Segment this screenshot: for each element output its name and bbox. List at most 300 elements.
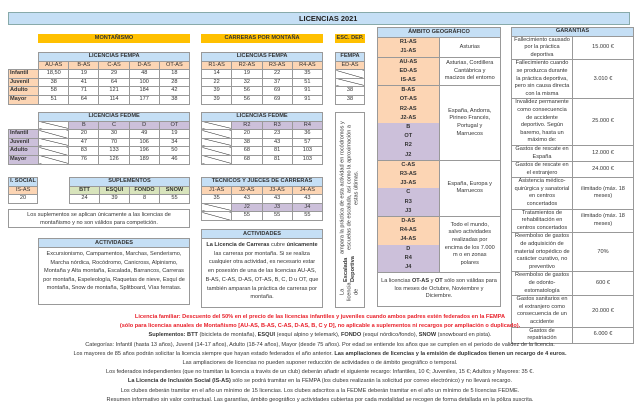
row-label: Mayor bbox=[9, 95, 39, 104]
table-cell: 81 bbox=[262, 155, 292, 164]
footer-line bbox=[0, 359, 640, 368]
table-cell: 64 bbox=[99, 78, 129, 87]
license-code: B-AS bbox=[378, 86, 440, 96]
table-cell: 20 bbox=[232, 130, 262, 139]
guarantee-value: 600 € bbox=[573, 272, 634, 296]
table-cell: 189 bbox=[129, 155, 159, 164]
diagonal-cell bbox=[202, 203, 232, 212]
guarantee-concept: Gastos de rescate en España bbox=[512, 145, 573, 161]
table-row bbox=[378, 57, 501, 67]
table-cell: 24 bbox=[70, 195, 100, 204]
column-header: C bbox=[99, 121, 129, 130]
table-cell: 121 bbox=[99, 87, 129, 96]
text-segment: (bicicleta de montaña), bbox=[197, 332, 258, 339]
text-segment: Suplementos: bbox=[148, 332, 186, 339]
column-header: ESQUI bbox=[100, 186, 130, 195]
blank-cell bbox=[9, 113, 39, 122]
table-row bbox=[378, 38, 501, 48]
table-cell: 83 bbox=[69, 147, 99, 156]
column-header: R4-AS bbox=[292, 61, 322, 70]
table-row bbox=[202, 138, 323, 147]
table-cell: 114 bbox=[99, 95, 129, 104]
table-cell: 19 bbox=[232, 70, 262, 79]
diagonal-cell bbox=[202, 130, 232, 139]
garantias-table bbox=[511, 27, 634, 344]
guarantee-value: 12.000 € bbox=[573, 145, 634, 161]
row-label: Juvenil bbox=[9, 78, 39, 87]
license-code: J2 bbox=[378, 151, 440, 161]
text-segment: Categorías: Infantil (hasta 13 años), Juvenil (14-17 años), Adulto (18-74 años), Mayor (desde 75 años). Por edad se entiende los años que se cumplen en el periodo de validez de la licencia. bbox=[85, 341, 555, 348]
table-cell: 39 bbox=[202, 87, 232, 96]
table-cell: 55 bbox=[160, 195, 190, 204]
table-cell: 39 bbox=[100, 195, 130, 204]
diagonal-cell bbox=[202, 138, 232, 147]
table-cell: 126 bbox=[99, 155, 129, 164]
ambito-description: Asturias, Cordillera Cantábrica y macizos del entorno bbox=[439, 57, 501, 86]
guarantee-concept: Tratamientos de rehabilitación en centros concertados bbox=[512, 209, 573, 233]
column-header: R4 bbox=[292, 121, 322, 130]
footer-line bbox=[0, 396, 640, 405]
diagonal-cell bbox=[39, 121, 69, 130]
table-row bbox=[202, 155, 323, 164]
column-header: R2-AS bbox=[232, 61, 262, 70]
column-header: J2 bbox=[232, 203, 262, 212]
montanismo-fedme-table bbox=[8, 112, 190, 165]
table-title: LICENCIAS FEDME bbox=[202, 113, 323, 122]
section-montanismo: MONTAÑISMO bbox=[38, 34, 190, 43]
table-row bbox=[378, 28, 501, 38]
guarantee-concept: Gastos de repatriación bbox=[512, 327, 573, 343]
license-code: R1-AS bbox=[378, 38, 440, 48]
table-title: LICENCIAS FEDME bbox=[39, 113, 190, 122]
table-row bbox=[70, 178, 190, 187]
table-row bbox=[9, 178, 38, 187]
table-cell: 42 bbox=[159, 87, 189, 96]
table-cell: 8 bbox=[130, 195, 160, 204]
table-row bbox=[202, 53, 323, 62]
ambito-description: España, Europa y Marruecos bbox=[439, 160, 501, 216]
text-segment: Los federados independientes (que no tramitan la licencia a través de un club) deberán añadir el siguiente recargo: Infantiles, 10 €; Juveniles, 15 €; Adultos y Mayores: 35 €. bbox=[106, 369, 534, 376]
table-row bbox=[9, 87, 190, 96]
column-header: C-AS bbox=[99, 61, 129, 70]
table-row bbox=[378, 86, 501, 96]
table-row bbox=[512, 28, 634, 37]
table-row bbox=[336, 53, 365, 62]
actividades-text: Excursionismo, Campamentos, Marchas, Senderismo, Marcha nórdica, Rocódromo, Canicross, Alpinismo, Montaña y Alta montaña, Escalada, Barrancos, Carreras por montaña, Espeleología, Raquetas de nieve, Esquí de montaña, Snow de montaña, Splitboard, Vías ferratas. bbox=[43, 251, 185, 292]
column-header: OT-AS bbox=[159, 61, 189, 70]
table-row bbox=[512, 209, 634, 233]
table-cell: 46 bbox=[159, 155, 189, 164]
license-code: R3 bbox=[378, 198, 440, 207]
diagonal-cell bbox=[202, 121, 232, 130]
inclusion-social-table bbox=[8, 177, 38, 204]
carreras-actividades-title: ACTIVIDADES bbox=[202, 230, 322, 239]
table-cell: 22 bbox=[262, 70, 292, 79]
ambito-description: Asturias bbox=[439, 38, 501, 57]
text-segment: OT-AS bbox=[411, 278, 430, 284]
table-title: TÉCNICOS Y JUECES DE CARRERAS bbox=[202, 178, 323, 187]
table-cell: 34 bbox=[159, 138, 189, 147]
text-segment: OT bbox=[434, 278, 443, 284]
footer-line bbox=[0, 341, 640, 350]
guarantee-concept: Fallecimiento cuando se produzca durante la práctica deportiva, pero sin causa directa con la misma bbox=[512, 60, 573, 99]
license-code: IS-AS bbox=[378, 76, 440, 86]
license-code: R4 bbox=[378, 254, 440, 263]
table-cell: 103 bbox=[292, 155, 322, 164]
table-row bbox=[202, 70, 323, 79]
text-segment: Los clubes deberán tramitar en el año un mínimo de 15 licencias. Los clubes adscritos a la FEDME deberán tramitar en el año un mínimo de 5 licencias FEDME. bbox=[120, 387, 520, 394]
table-cell: 38 bbox=[336, 87, 365, 96]
text-segment: Las ampliaciones de licencias y la emisión de duplicados tienen un recargo de 4 euros. bbox=[334, 350, 567, 357]
table-row bbox=[512, 233, 634, 272]
blank-cell bbox=[9, 61, 39, 70]
table-cell: 22 bbox=[202, 78, 232, 87]
table-cell: 196 bbox=[129, 147, 159, 156]
guarantee-concept: Reembolso de gastos de odonto-estomatología bbox=[512, 272, 573, 296]
table-cell: 35 bbox=[292, 70, 322, 79]
table-cell: 103 bbox=[292, 147, 322, 156]
table-cell: 49 bbox=[129, 130, 159, 139]
column-header: D bbox=[129, 121, 159, 130]
footer-line bbox=[0, 377, 640, 386]
table-row bbox=[202, 186, 323, 195]
row-label: Infantil bbox=[9, 70, 39, 79]
guarantee-value: 70% bbox=[573, 233, 634, 272]
table-cell: 35 bbox=[202, 195, 232, 204]
license-code: J4-AS bbox=[378, 235, 440, 244]
table-row bbox=[336, 87, 365, 96]
column-header: B-AS bbox=[69, 61, 99, 70]
text-segment: sólo son válidas para los meses de Octubre, Noviembre y Diciembre. bbox=[394, 278, 497, 300]
guarantee-concept: Gastos sanitarios en el extranjero como consecuencia de un accidente bbox=[512, 296, 573, 327]
table-cell: 43 bbox=[292, 195, 322, 204]
table-cell: 69 bbox=[262, 95, 292, 104]
table-row bbox=[336, 61, 365, 70]
table-row bbox=[336, 95, 365, 104]
license-code: C bbox=[378, 188, 440, 197]
carreras-actividades-text bbox=[202, 239, 322, 304]
table-row bbox=[9, 61, 190, 70]
table-cell: 18 bbox=[159, 70, 189, 79]
table-cell: 38 bbox=[232, 138, 262, 147]
text-segment: y bbox=[429, 278, 435, 284]
guarantee-value: 24.000 € bbox=[573, 162, 634, 178]
table-cell: 56 bbox=[232, 87, 262, 96]
text-segment: (esquí alpino y telemark), bbox=[275, 332, 341, 339]
license-code: J4 bbox=[378, 263, 440, 273]
table-row bbox=[202, 203, 323, 212]
footer-notes bbox=[0, 313, 640, 405]
ambito-description: Todo el mundo, salvo actividades realizadas por encima de los 7.000 m o en zonas polares bbox=[439, 217, 501, 273]
table-row bbox=[202, 195, 323, 204]
table-row bbox=[202, 87, 323, 96]
guarantee-concept: Invalidez permanente como consecuencia de accidente deportivo. Según baremo, hasta un máximo de: bbox=[512, 99, 573, 146]
table-row bbox=[9, 195, 38, 204]
diagonal-cell bbox=[39, 155, 69, 164]
table-cell: 38 bbox=[336, 95, 365, 104]
table-cell: 14 bbox=[202, 70, 232, 79]
table-row bbox=[9, 53, 190, 62]
column-header: BTT bbox=[70, 186, 100, 195]
column-header: R1-AS bbox=[202, 61, 232, 70]
table-cell: 28 bbox=[159, 78, 189, 87]
table-row bbox=[9, 147, 190, 156]
text-segment: La Licencia de Inclusión Social (IS-AS) bbox=[127, 378, 231, 385]
footer-line bbox=[0, 368, 640, 377]
row-label: Infantil bbox=[9, 130, 39, 139]
section-escalada: ESC. DEP. bbox=[336, 35, 364, 41]
table-row bbox=[202, 95, 323, 104]
text-segment: únicamente bbox=[286, 242, 318, 248]
table-row bbox=[202, 78, 323, 87]
column-header: AU-AS bbox=[39, 61, 69, 70]
table-cell: 50 bbox=[159, 147, 189, 156]
table-title: FEMPA bbox=[336, 53, 365, 62]
escalada-table bbox=[335, 52, 365, 105]
table-cell: 41 bbox=[69, 78, 99, 87]
column-header: FONDO bbox=[130, 186, 160, 195]
table-cell: 57 bbox=[292, 138, 322, 147]
table-cell: 32 bbox=[232, 78, 262, 87]
diagonal-cell bbox=[39, 147, 69, 156]
column-header: ED-AS bbox=[336, 61, 365, 70]
table-row bbox=[9, 138, 190, 147]
table-row bbox=[512, 60, 634, 99]
table-row bbox=[378, 160, 501, 170]
license-code: D bbox=[378, 245, 440, 254]
row-label: Mayor bbox=[9, 155, 39, 164]
table-row bbox=[202, 130, 323, 139]
table-row bbox=[9, 113, 190, 122]
table-title: GARANTÍAS bbox=[512, 28, 634, 37]
table-cell: 184 bbox=[129, 87, 159, 96]
table-cell: 20 bbox=[69, 130, 99, 139]
guarantee-concept: Fallecimiento causado por la práctica deportiva bbox=[512, 36, 573, 60]
text-segment: Escalada Deportiva bbox=[343, 256, 356, 283]
ambito-table bbox=[377, 27, 501, 273]
text-segment: Licencia familiar: Descuento del 50% en el precio de las licencias infantiles y juveniles cuando ambos padres estén federados en la FEMPA bbox=[134, 314, 506, 320]
table-row bbox=[512, 272, 634, 296]
license-code: J3-AS bbox=[378, 179, 440, 188]
table-title: LICENCIAS FEMPA bbox=[39, 53, 190, 62]
table-cell: 81 bbox=[262, 147, 292, 156]
table-cell: 58 bbox=[39, 87, 69, 96]
diagonal-cell bbox=[202, 212, 232, 221]
guarantee-value: ilimitado (máx. 18 meses) bbox=[573, 209, 634, 233]
license-code: ED-AS bbox=[378, 67, 440, 76]
table-cell: 68 bbox=[232, 155, 262, 164]
guarantee-value: 20.000 € bbox=[573, 296, 634, 327]
page-title: LICENCIAS 2021 bbox=[8, 12, 630, 25]
table-row bbox=[70, 186, 190, 195]
table-row bbox=[202, 212, 323, 221]
table-cell: 133 bbox=[99, 147, 129, 156]
license-code: OT-AS bbox=[378, 95, 440, 104]
license-code: J3 bbox=[378, 207, 440, 217]
column-header: J1-AS bbox=[202, 186, 232, 195]
license-code: B bbox=[378, 123, 440, 132]
table-cell: 30 bbox=[99, 130, 129, 139]
table-cell: 51 bbox=[39, 95, 69, 104]
actividades-title: ACTIVIDADES bbox=[39, 239, 189, 248]
carreras-actividades bbox=[201, 229, 323, 308]
diagonal-cell bbox=[202, 147, 232, 156]
text-segment: La licencias bbox=[381, 278, 412, 284]
table-cell: 37 bbox=[262, 78, 292, 87]
table-cell: 51 bbox=[292, 78, 322, 87]
table-row bbox=[202, 147, 323, 156]
table-cell: 64 bbox=[69, 95, 99, 104]
text-segment: (esquí nórdico/fondo), bbox=[361, 332, 419, 339]
table-cell: 39 bbox=[202, 95, 232, 104]
guarantee-value: 15.000 € bbox=[573, 36, 634, 60]
guarantee-value: ilimitado (máx. 18 meses) bbox=[573, 178, 634, 209]
table-row bbox=[9, 78, 190, 87]
table-cell: 23 bbox=[262, 130, 292, 139]
diagonal-cell bbox=[39, 130, 69, 139]
guarantee-concept: Reembolso de gastos de adquisición de material ortopédico de carácter curativo, no preventivo bbox=[512, 233, 573, 272]
escalada-note bbox=[335, 112, 365, 308]
footer-line bbox=[0, 331, 640, 340]
diagonal-cell bbox=[336, 78, 365, 87]
table-cell: 76 bbox=[69, 155, 99, 164]
table-cell: 43 bbox=[232, 195, 262, 204]
guarantee-value: 3.010 € bbox=[573, 60, 634, 99]
text-segment: Resumen informativo sin valor contractual. Las garantías, ámbito geográfico y actividades cubiertas por cada modalidad se recogen de forma detallada en la póliza suscrita. bbox=[106, 396, 534, 403]
table-cell: 70 bbox=[99, 138, 129, 147]
table-row bbox=[9, 186, 38, 195]
column-header: J4 bbox=[292, 203, 322, 212]
table-row bbox=[512, 162, 634, 178]
row-label: Adulto bbox=[9, 87, 39, 96]
table-cell: 68 bbox=[232, 147, 262, 156]
table-cell: 56 bbox=[232, 95, 262, 104]
table-cell: 69 bbox=[262, 87, 292, 96]
column-header: SNOW bbox=[160, 186, 190, 195]
text-segment: Los mayores de 85 años podrán solicitar la licencia siempre que hayan estado federados el año anterior. bbox=[73, 350, 335, 357]
blank-cell bbox=[9, 53, 39, 62]
suplementos-table bbox=[69, 177, 190, 204]
license-code: C-AS bbox=[378, 160, 440, 170]
suplementos-note: Los suplementos se aplican únicamente a las licencias de montañismo y no son válidos para competición. bbox=[8, 209, 190, 228]
table-cell: 47 bbox=[69, 138, 99, 147]
text-segment: FONDO bbox=[340, 332, 362, 339]
table-title: LICENCIAS FEMPA bbox=[202, 53, 323, 62]
carreras-fempa-table bbox=[201, 52, 323, 105]
table-cell: 71 bbox=[69, 87, 99, 96]
diagonal-cell bbox=[202, 155, 232, 164]
license-code: J2-AS bbox=[378, 114, 440, 123]
column-header: IS-AS bbox=[9, 186, 38, 195]
blank-cell bbox=[9, 121, 39, 130]
table-row bbox=[70, 195, 190, 204]
tecnicos-table bbox=[201, 177, 323, 221]
table-cell: 38 bbox=[39, 78, 69, 87]
license-code: D-AS bbox=[378, 217, 440, 227]
table-cell: 100 bbox=[129, 78, 159, 87]
column-header: J3 bbox=[262, 203, 292, 212]
diagonal-cell bbox=[39, 138, 69, 147]
carreras-fedme-table bbox=[201, 112, 323, 165]
table-cell: 38 bbox=[159, 95, 189, 104]
table-cell: 19 bbox=[69, 70, 99, 79]
column-header: B bbox=[69, 121, 99, 130]
table-row bbox=[336, 78, 365, 87]
table-cell: 36 bbox=[292, 130, 322, 139]
table-title: ÁMBITO GEOGRÁFICO bbox=[378, 28, 501, 38]
license-code: AU-AS bbox=[378, 57, 440, 67]
footer-line bbox=[0, 387, 640, 396]
table-row bbox=[512, 178, 634, 209]
table-cell: 29 bbox=[99, 70, 129, 79]
table-row bbox=[202, 61, 323, 70]
text-segment: cubre bbox=[269, 242, 287, 248]
table-row bbox=[378, 217, 501, 227]
license-code: J1-AS bbox=[378, 47, 440, 57]
table-row bbox=[9, 121, 190, 130]
table-cell: 177 bbox=[129, 95, 159, 104]
text-segment: (sólo para licencias anuales de Montañismo [AU-AS, B-AS, C-AS, D-AS, B, C y D], no aplicable a suplementos ni recargos por ampliación o duplicado). bbox=[119, 323, 521, 330]
table-row bbox=[202, 121, 323, 130]
row-label: Juvenil bbox=[9, 138, 39, 147]
table-cell: 55 bbox=[262, 212, 292, 221]
ot-note bbox=[377, 272, 501, 307]
footer-line bbox=[0, 350, 640, 359]
table-row bbox=[9, 130, 190, 139]
row-label: Adulto bbox=[9, 147, 39, 156]
guarantee-value: 25.000 € bbox=[573, 99, 634, 146]
table-cell: 48 bbox=[129, 70, 159, 79]
table-title: SUPLEMENTOS bbox=[70, 178, 190, 187]
text-segment: BTT bbox=[185, 332, 198, 339]
table-cell: 91 bbox=[292, 95, 322, 104]
text-segment: ampara la práctica de esta actividad en rocódromos y escuelas de escalada, así como la aproximación a estas últimas. bbox=[339, 121, 360, 255]
table-row bbox=[202, 178, 323, 187]
table-cell: 91 bbox=[292, 87, 322, 96]
table-cell: 55 bbox=[292, 212, 322, 221]
column-header: J3-AS bbox=[262, 186, 292, 195]
table-row bbox=[9, 155, 190, 164]
text-segment: las carreras por montaña. Si se realiza cualquier otra actividad, es necesario estar en posesión de una de las licencias AU-AS, B-AS, C-AS, D-AS, OT-AS, B, C, D u OT, que también amparan la práctica de carreras por montaña. bbox=[205, 250, 319, 301]
table-cell: 18,50 bbox=[39, 70, 69, 79]
text-segment: Las ampliaciones de licencias no pueden suponer reducción de actividades o de ámbito geográfico o temporal. bbox=[182, 360, 458, 367]
license-code: R2-AS bbox=[378, 105, 440, 114]
table-row bbox=[512, 145, 634, 161]
guarantee-concept: Asistencia médico-quirúrgica y sanatorial en centros concertados bbox=[512, 178, 573, 209]
ambito-description: España, Andorra, Pirineo Francés, Portugal y Marruecos bbox=[439, 86, 501, 161]
diagonal-cell bbox=[336, 70, 365, 79]
text-segment: ESQUI bbox=[257, 332, 276, 339]
table-row bbox=[336, 70, 365, 79]
footer-line bbox=[0, 322, 640, 331]
text-segment: La Licencia de Carreras bbox=[206, 242, 270, 248]
footer-line bbox=[0, 313, 640, 322]
guarantee-concept: Gastos de rescate en el extranjero bbox=[512, 162, 573, 178]
text-segment: La licencia de bbox=[339, 282, 360, 301]
montanismo-fempa-table bbox=[8, 52, 190, 105]
guarantee-value: 6.000 € bbox=[573, 327, 634, 343]
license-code: R2 bbox=[378, 141, 440, 150]
table-cell: 19 bbox=[159, 130, 189, 139]
table-row bbox=[202, 113, 323, 122]
table-row bbox=[9, 70, 190, 79]
table-row bbox=[9, 95, 190, 104]
column-header: J2-AS bbox=[232, 186, 262, 195]
table-row bbox=[512, 99, 634, 146]
table-cell: 43 bbox=[262, 138, 292, 147]
table-cell: 106 bbox=[129, 138, 159, 147]
text-segment: (snowboard en pista). bbox=[436, 332, 492, 339]
